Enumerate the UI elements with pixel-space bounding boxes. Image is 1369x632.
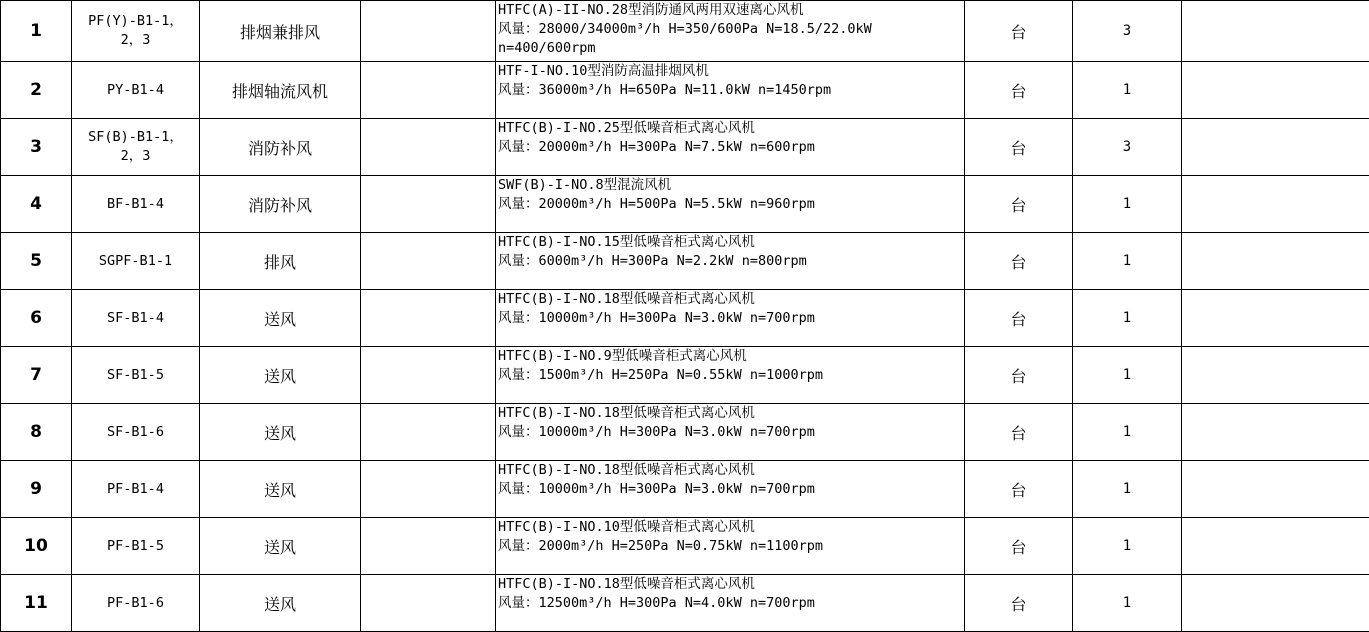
- remarks-cell: [1182, 176, 1369, 233]
- spec-model: HTFC(B)-I-NO.15型低噪音柜式离心风机: [498, 233, 964, 252]
- equipment-code-cell: [72, 575, 200, 632]
- specification-cell: [496, 347, 965, 404]
- spec-parameters: 风量：1500m³/h H=250Pa N=0.55kW n=1000rpm: [498, 366, 964, 385]
- blank-cell: [361, 119, 496, 176]
- equipment-code-cell: [72, 461, 200, 518]
- unit-cell: 台: [965, 1, 1073, 62]
- equipment-code: PF-B1-4: [107, 480, 164, 499]
- equipment-code: SF(B)-B1-1，2，3: [84, 128, 188, 166]
- spec-model: HTFC(B)-I-NO.18型低噪音柜式离心风机: [498, 575, 964, 594]
- spec-model: HTFC(B)-I-NO.10型低噪音柜式离心风机: [498, 518, 964, 537]
- unit-cell: 台: [965, 461, 1073, 518]
- spec-parameters: 风量：20000m³/h H=500Pa N=5.5kW n=960rpm: [498, 195, 964, 214]
- equipment-code: SGPF-B1-1: [99, 252, 172, 271]
- blank-cell: [361, 461, 496, 518]
- quantity-cell: 1: [1073, 347, 1182, 404]
- specification-cell: [496, 62, 965, 119]
- table-row: [1, 119, 1369, 176]
- unit-cell: 台: [965, 290, 1073, 347]
- unit-cell: 台: [965, 404, 1073, 461]
- row-number-cell: 11: [1, 575, 72, 632]
- remarks-cell: [1182, 404, 1369, 461]
- row-number-cell: 1: [1, 1, 72, 62]
- blank-cell: [361, 404, 496, 461]
- system-name-cell: 送风: [200, 461, 361, 518]
- equipment-code: BF-B1-4: [107, 195, 164, 214]
- specification-cell: [496, 290, 965, 347]
- remarks-cell: [1182, 233, 1369, 290]
- system-name-cell: 消防补风: [200, 119, 361, 176]
- equipment-code: PY-B1-4: [107, 81, 164, 100]
- system-name-cell: 排风: [200, 233, 361, 290]
- quantity-cell: 1: [1073, 233, 1182, 290]
- row-number-cell: 3: [1, 119, 72, 176]
- equipment-code-cell: [72, 176, 200, 233]
- quantity-cell: 3: [1073, 119, 1182, 176]
- blank-cell: [361, 518, 496, 575]
- row-number-cell: 8: [1, 404, 72, 461]
- equipment-code-cell: [72, 233, 200, 290]
- blank-cell: [361, 290, 496, 347]
- unit-cell: 台: [965, 518, 1073, 575]
- blank-cell: [361, 1, 496, 62]
- specification-cell: [496, 1, 965, 62]
- equipment-code: PF-B1-5: [107, 537, 164, 556]
- spec-model: HTF-I-NO.10型消防高温排烟风机: [498, 62, 964, 81]
- table-row: [1, 62, 1369, 119]
- unit-cell: 台: [965, 119, 1073, 176]
- quantity-cell: 1: [1073, 176, 1182, 233]
- row-number-cell: 6: [1, 290, 72, 347]
- specification-cell: [496, 461, 965, 518]
- table-row: [1, 290, 1369, 347]
- unit-cell: 台: [965, 176, 1073, 233]
- equipment-code: PF(Y)-B1-1，2，3: [84, 12, 188, 50]
- system-name-cell: 送风: [200, 404, 361, 461]
- equipment-code: PF-B1-6: [107, 594, 164, 613]
- blank-cell: [361, 233, 496, 290]
- spec-model: HTFC(B)-I-NO.18型低噪音柜式离心风机: [498, 404, 964, 423]
- remarks-cell: [1182, 1, 1369, 62]
- spec-speed: n=400/600rpm: [498, 39, 964, 58]
- remarks-cell: [1182, 347, 1369, 404]
- equipment-code-cell: [72, 1, 200, 62]
- equipment-code-cell: [72, 518, 200, 575]
- table-row: [1, 518, 1369, 575]
- specification-cell: [496, 233, 965, 290]
- spec-parameters: 风量：2000m³/h H=250Pa N=0.75kW n=1100rpm: [498, 537, 964, 556]
- table-row: [1, 575, 1369, 632]
- table-row: [1, 233, 1369, 290]
- system-name-cell: 送风: [200, 347, 361, 404]
- unit-cell: 台: [965, 347, 1073, 404]
- specification-cell: [496, 575, 965, 632]
- specification-cell: [496, 404, 965, 461]
- system-name-cell: 送风: [200, 290, 361, 347]
- spec-model: HTFC(B)-I-NO.18型低噪音柜式离心风机: [498, 290, 964, 309]
- spec-parameters: 风量：28000/34000m³/h H=350/600Pa N=18.5/22.0kW: [498, 20, 964, 39]
- spec-parameters: 风量：10000m³/h H=300Pa N=3.0kW n=700rpm: [498, 423, 964, 442]
- unit-cell: 台: [965, 62, 1073, 119]
- equipment-code-cell: [72, 119, 200, 176]
- quantity-cell: 3: [1073, 1, 1182, 62]
- spec-parameters: 风量：10000m³/h H=300Pa N=3.0kW n=700rpm: [498, 309, 964, 328]
- unit-cell: 台: [965, 233, 1073, 290]
- quantity-cell: 1: [1073, 290, 1182, 347]
- row-number-cell: 9: [1, 461, 72, 518]
- unit-cell: 台: [965, 575, 1073, 632]
- row-number-cell: 2: [1, 62, 72, 119]
- spec-model: HTFC(A)-II-NO.28型消防通风两用双速离心风机: [498, 1, 964, 20]
- quantity-cell: 1: [1073, 518, 1182, 575]
- spec-parameters: 风量：10000m³/h H=300Pa N=3.0kW n=700rpm: [498, 480, 964, 499]
- equipment-code-cell: [72, 404, 200, 461]
- remarks-cell: [1182, 575, 1369, 632]
- spec-model: HTFC(B)-I-NO.25型低噪音柜式离心风机: [498, 119, 964, 138]
- blank-cell: [361, 62, 496, 119]
- remarks-cell: [1182, 119, 1369, 176]
- blank-cell: [361, 575, 496, 632]
- system-name-cell: 排烟轴流风机: [200, 62, 361, 119]
- blank-cell: [361, 347, 496, 404]
- remarks-cell: [1182, 518, 1369, 575]
- table-row: [1, 176, 1369, 233]
- quantity-cell: 1: [1073, 461, 1182, 518]
- specification-cell: [496, 176, 965, 233]
- table-row: [1, 347, 1369, 404]
- equipment-code-cell: [72, 290, 200, 347]
- table-row: [1, 461, 1369, 518]
- system-name-cell: 排烟兼排风: [200, 1, 361, 62]
- specification-cell: [496, 119, 965, 176]
- spec-parameters: 风量：12500m³/h H=300Pa N=4.0kW n=700rpm: [498, 594, 964, 613]
- spec-parameters: 风量：20000m³/h H=300Pa N=7.5kW n=600rpm: [498, 138, 964, 157]
- quantity-cell: 1: [1073, 62, 1182, 119]
- remarks-cell: [1182, 62, 1369, 119]
- table-row: [1, 1, 1369, 62]
- system-name-cell: 送风: [200, 575, 361, 632]
- spec-parameters: 风量：6000m³/h H=300Pa N=2.2kW n=800rpm: [498, 252, 964, 271]
- spec-model: HTFC(B)-I-NO.18型低噪音柜式离心风机: [498, 461, 964, 480]
- system-name-cell: 送风: [200, 518, 361, 575]
- remarks-cell: [1182, 290, 1369, 347]
- row-number-cell: 10: [1, 518, 72, 575]
- row-number-cell: 5: [1, 233, 72, 290]
- blank-cell: [361, 176, 496, 233]
- equipment-code-cell: [72, 347, 200, 404]
- equipment-code: SF-B1-4: [107, 309, 164, 328]
- quantity-cell: 1: [1073, 404, 1182, 461]
- remarks-cell: [1182, 461, 1369, 518]
- equipment-code-cell: [72, 62, 200, 119]
- quantity-cell: 1: [1073, 575, 1182, 632]
- spec-model: SWF(B)-I-NO.8型混流风机: [498, 176, 964, 195]
- spec-parameters: 风量：36000m³/h H=650Pa N=11.0kW n=1450rpm: [498, 81, 964, 100]
- equipment-code: SF-B1-5: [107, 366, 164, 385]
- row-number-cell: 7: [1, 347, 72, 404]
- table-body: [1, 1, 1369, 632]
- system-name-cell: 消防补风: [200, 176, 361, 233]
- table-row: [1, 404, 1369, 461]
- equipment-code: SF-B1-6: [107, 423, 164, 442]
- row-number-cell: 4: [1, 176, 72, 233]
- spec-model: HTFC(B)-I-NO.9型低噪音柜式离心风机: [498, 347, 964, 366]
- specification-cell: [496, 518, 965, 575]
